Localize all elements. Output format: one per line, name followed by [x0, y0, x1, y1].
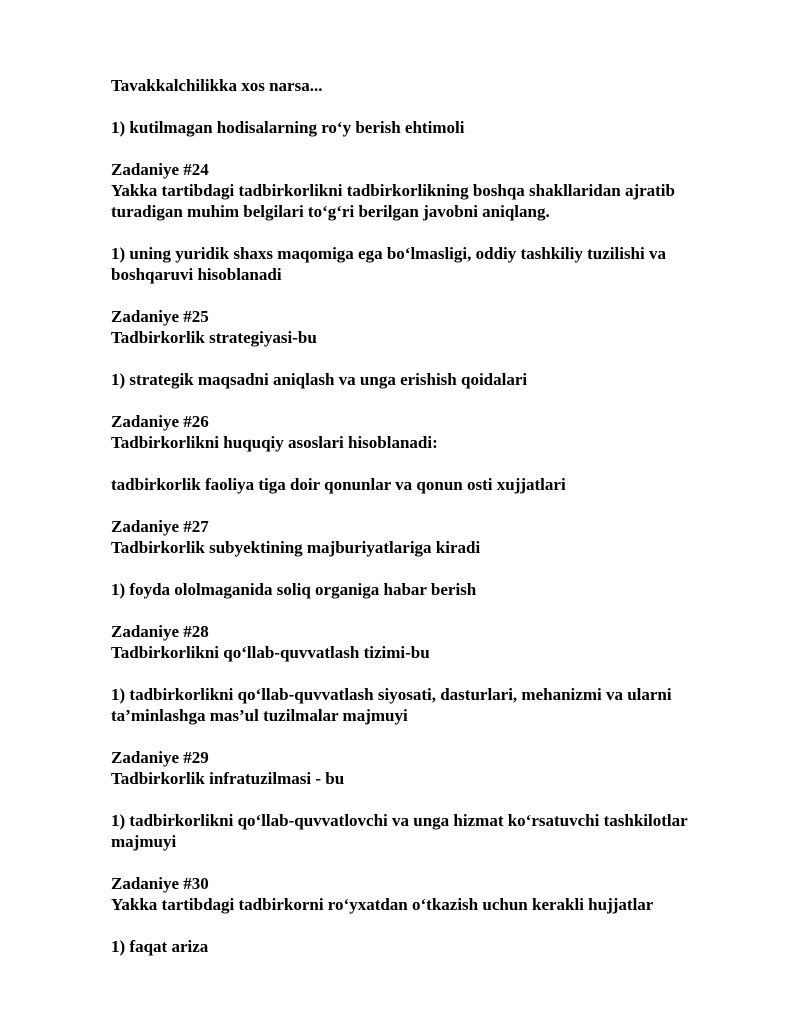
task-28-heading: Zadaniye #28	[111, 622, 209, 641]
task-24-question-line: turadigan muhim belgilari to‘g‘ri berilgan javobni aniqlang.	[111, 202, 550, 221]
task-25-question-line: Tadbirkorlik strategiyasi-bu	[111, 328, 317, 347]
task-26-question-line: Tadbirkorlikni huquqiy asoslari hisoblanadi:	[111, 433, 438, 452]
intro-answer: 1) kutilmagan hodisalarning ro‘y berish ehtimoli	[111, 118, 465, 137]
task-24-answer-line: 1) uning yuridik shaxs maqomiga ega bo‘lmasligi, oddiy tashkiliy tuzilishi va	[111, 244, 666, 263]
task-29-question-line: Tadbirkorlik infratuzilmasi - bu	[111, 769, 345, 788]
task-29-answer-line: 1) tadbirkorlikni qo‘llab-quvvatlovchi va unga hizmat ko‘rsatuvchi tashkilotlar	[111, 811, 688, 830]
task-27-answer-line: 1) foyda ololmaganida soliq organiga habar berish	[111, 580, 477, 599]
task-28-answer-line: 1) tadbirkorlikni qo‘llab-quvvatlash siyosati, dasturlari, mehanizmi va ularni	[111, 685, 672, 704]
task-25-heading: Zadaniye #25	[111, 307, 209, 326]
task-26-answer-line: tadbirkorlik faoliya tiga doir qonunlar va qonun osti xujjatlari	[111, 475, 566, 494]
task-24-answer-line: boshqaruvi hisoblanadi	[111, 265, 282, 284]
task-30-answer-line: 1) faqat ariza	[111, 937, 209, 956]
task-27-heading: Zadaniye #27	[111, 517, 209, 536]
task-28-question-line: Tadbirkorlikni qo‘llab-quvvatlash tizimi-bu	[111, 643, 430, 662]
task-28-answer-line: ta’minlashga mas’ul tuzilmalar majmuyi	[111, 706, 408, 725]
task-29-heading: Zadaniye #29	[111, 748, 209, 767]
task-25-answer-line: 1) strategik maqsadni aniqlash va unga erishish qoidalari	[111, 370, 528, 389]
intro-question: Tavakkalchilikka xos narsa...	[111, 76, 323, 95]
task-26-heading: Zadaniye #26	[111, 412, 209, 431]
task-24-heading: Zadaniye #24	[111, 160, 209, 179]
task-30-heading: Zadaniye #30	[111, 874, 209, 893]
task-27-question-line: Tadbirkorlik subyektining majburiyatlariga kiradi	[111, 538, 481, 557]
task-29-answer-line: majmuyi	[111, 832, 177, 851]
task-24-question-line: Yakka tartibdagi tadbirkorlikni tadbirkorlikning boshqa shakllaridan ajratib	[111, 181, 675, 200]
task-30-question-line: Yakka tartibdagi tadbirkorni ro‘yxatdan o‘tkazish uchun kerakli hujjatlar	[111, 895, 654, 914]
